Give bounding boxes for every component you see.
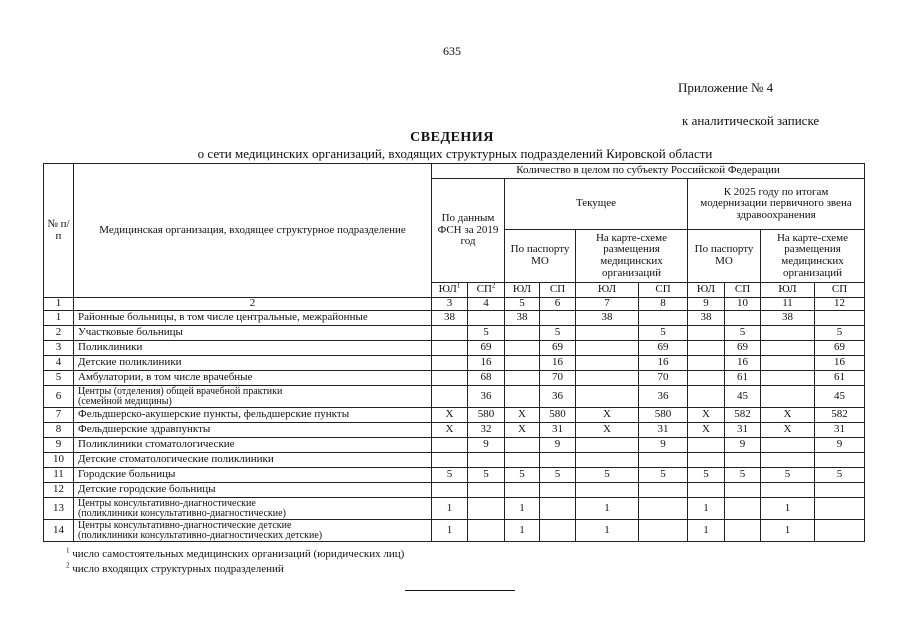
table-row — [44, 520, 865, 542]
value-cell: Х — [761, 408, 815, 423]
row-number: 10 — [44, 453, 74, 468]
value-cell: 38 — [576, 311, 639, 326]
value-cell — [468, 483, 505, 498]
value-cell: 38 — [688, 311, 725, 326]
value-cell — [815, 520, 865, 542]
value-cell — [576, 453, 639, 468]
value-cell: 61 — [815, 371, 865, 386]
value-cell — [725, 453, 761, 468]
header-sp: СП — [815, 283, 865, 298]
appendix-note: к аналитической записке — [682, 113, 820, 128]
row-number: 3 — [44, 341, 74, 356]
value-cell — [576, 483, 639, 498]
organization-name: Центры консультативно-диагностические (поликлиники консультативно-диагностические) — [74, 498, 432, 520]
value-cell: 1 — [576, 520, 639, 542]
value-cell — [540, 483, 576, 498]
value-cell — [468, 520, 505, 542]
column-number: 8 — [639, 298, 688, 311]
value-cell: 16 — [815, 356, 865, 371]
value-cell: 69 — [468, 341, 505, 356]
column-number: 4 — [468, 298, 505, 311]
organization-name: Городские больницы — [74, 468, 432, 483]
value-cell — [432, 438, 468, 453]
table-row — [44, 326, 865, 341]
value-cell — [432, 371, 468, 386]
value-cell: 69 — [725, 341, 761, 356]
value-cell: Х — [576, 423, 639, 438]
value-cell — [505, 386, 540, 408]
value-cell — [815, 453, 865, 468]
value-cell — [761, 356, 815, 371]
value-cell — [576, 326, 639, 341]
value-cell — [505, 326, 540, 341]
organization-name: Фельдшерские здравпункты — [74, 423, 432, 438]
value-cell — [761, 453, 815, 468]
organization-name: Центры консультативно-диагностические детские (поликлиники консультативно-диагностических детские) — [74, 520, 432, 542]
header-current: Текущее — [505, 179, 688, 230]
value-cell: 1 — [761, 520, 815, 542]
value-cell — [815, 311, 865, 326]
value-cell: 1 — [505, 520, 540, 542]
value-cell: 16 — [725, 356, 761, 371]
header-organization: Медицинская организация, входящее структурное подразделение — [74, 164, 432, 298]
table-row — [44, 311, 865, 326]
value-cell: 1 — [505, 498, 540, 520]
value-cell: 36 — [468, 386, 505, 408]
value-cell — [815, 498, 865, 520]
value-cell: 61 — [725, 371, 761, 386]
value-cell: 31 — [815, 423, 865, 438]
header-sp: СП — [639, 283, 688, 298]
value-cell: 38 — [432, 311, 468, 326]
value-cell — [505, 453, 540, 468]
value-cell: 45 — [815, 386, 865, 408]
value-cell — [576, 356, 639, 371]
value-cell — [725, 520, 761, 542]
header-number: № п/п — [44, 164, 74, 298]
header-group: Количество в целом по субъекту Российской Федерации — [432, 164, 865, 179]
row-number: 8 — [44, 423, 74, 438]
organization-name: Детские стоматологические поликлиники — [74, 453, 432, 468]
header-yul: ЮЛ — [761, 283, 815, 298]
table-row — [44, 468, 865, 483]
value-cell — [725, 498, 761, 520]
value-cell — [468, 453, 505, 468]
column-number: 1 — [44, 298, 74, 311]
column-number: 9 — [688, 298, 725, 311]
organization-name: Районные больницы, в том числе центральные, межрайонные — [74, 311, 432, 326]
value-cell: 5 — [761, 468, 815, 483]
row-number: 1 — [44, 311, 74, 326]
value-cell: 16 — [468, 356, 505, 371]
header-fsn: По данным ФСН за 2019 год — [432, 179, 505, 283]
value-cell: 5 — [505, 468, 540, 483]
row-number: 13 — [44, 498, 74, 520]
value-cell: 68 — [468, 371, 505, 386]
value-cell: Х — [688, 423, 725, 438]
value-cell: 5 — [725, 468, 761, 483]
value-cell — [468, 311, 505, 326]
value-cell — [639, 498, 688, 520]
value-cell — [688, 438, 725, 453]
value-cell: Х — [432, 423, 468, 438]
header-yul: ЮЛ — [688, 283, 725, 298]
header-current-passport: По паспорту МО — [505, 230, 576, 283]
value-cell — [576, 341, 639, 356]
table-row — [44, 341, 865, 356]
value-cell: 1 — [688, 498, 725, 520]
value-cell — [688, 386, 725, 408]
value-cell: Х — [761, 423, 815, 438]
value-cell — [540, 453, 576, 468]
column-number: 10 — [725, 298, 761, 311]
column-number-row — [44, 298, 865, 311]
value-cell — [639, 483, 688, 498]
table-row — [44, 453, 865, 468]
column-number: 6 — [540, 298, 576, 311]
value-cell: 38 — [505, 311, 540, 326]
header-current-map: На карте-схеме размещения медицинских организаций — [576, 230, 688, 283]
table-row — [44, 371, 865, 386]
table-row — [44, 423, 865, 438]
value-cell: 582 — [815, 408, 865, 423]
value-cell: 69 — [540, 341, 576, 356]
organization-name: Амбулатории, в том числе врачебные — [74, 371, 432, 386]
column-number: 2 — [74, 298, 432, 311]
value-cell: 38 — [761, 311, 815, 326]
value-cell: 5 — [639, 326, 688, 341]
value-cell — [576, 371, 639, 386]
organization-name: Фельдшерско-акушерские пункты, фельдшерские пункты — [74, 408, 432, 423]
header-target-map: На карте-схеме размещения медицинских организаций — [761, 230, 865, 283]
value-cell: 1 — [576, 498, 639, 520]
value-cell — [576, 438, 639, 453]
value-cell — [688, 453, 725, 468]
value-cell: 9 — [540, 438, 576, 453]
value-cell: 69 — [815, 341, 865, 356]
header-target: К 2025 году по итогам модернизации первичного звена здравоохранения — [688, 179, 865, 230]
column-number: 11 — [761, 298, 815, 311]
value-cell — [688, 371, 725, 386]
value-cell — [761, 386, 815, 408]
table-row — [44, 386, 865, 408]
value-cell: Х — [505, 423, 540, 438]
value-cell — [540, 520, 576, 542]
value-cell: 5 — [725, 326, 761, 341]
value-cell — [761, 341, 815, 356]
organization-name: Детские городские больницы — [74, 483, 432, 498]
value-cell — [540, 311, 576, 326]
value-cell: 1 — [688, 520, 725, 542]
table-row — [44, 498, 865, 520]
table-row — [44, 438, 865, 453]
row-number: 9 — [44, 438, 74, 453]
footnote-1: $^1$ число самостоятельных медицинских организаций (юридических лиц) — [66, 546, 405, 560]
value-cell: 1 — [432, 520, 468, 542]
column-number: 12 — [815, 298, 865, 311]
value-cell: 580 — [540, 408, 576, 423]
row-number: 12 — [44, 483, 74, 498]
value-cell: 1 — [432, 498, 468, 520]
value-cell: 5 — [815, 326, 865, 341]
row-number: 5 — [44, 371, 74, 386]
value-cell: Х — [505, 408, 540, 423]
row-number: 11 — [44, 468, 74, 483]
value-cell — [688, 326, 725, 341]
column-number: 7 — [576, 298, 639, 311]
value-cell — [540, 498, 576, 520]
value-cell: 9 — [815, 438, 865, 453]
value-cell — [725, 483, 761, 498]
document-subtitle: о сети медицинских организаций, входящих структурных подразделений Кировской области — [197, 146, 713, 161]
organization-name: Участковые больницы — [74, 326, 432, 341]
value-cell: 5 — [815, 468, 865, 483]
row-number: 6 — [44, 386, 74, 408]
value-cell — [688, 356, 725, 371]
value-cell — [688, 483, 725, 498]
value-cell — [432, 326, 468, 341]
value-cell — [505, 356, 540, 371]
value-cell — [468, 498, 505, 520]
appendix-label: Приложение № 4 — [678, 80, 774, 95]
value-cell — [432, 453, 468, 468]
value-cell — [688, 341, 725, 356]
value-cell — [576, 386, 639, 408]
value-cell: 31 — [639, 423, 688, 438]
header-yul-fsn: $ЮЛ^1$ — [432, 283, 468, 298]
value-cell: 5 — [540, 468, 576, 483]
column-number: 3 — [432, 298, 468, 311]
table-row — [44, 408, 865, 423]
value-cell: 32 — [468, 423, 505, 438]
end-rule — [405, 590, 515, 591]
value-cell — [725, 311, 761, 326]
value-cell: 9 — [725, 438, 761, 453]
value-cell — [761, 438, 815, 453]
value-cell: 70 — [540, 371, 576, 386]
header-sp-fsn: $СП^2$ — [468, 283, 505, 298]
row-number: 4 — [44, 356, 74, 371]
value-cell — [432, 341, 468, 356]
value-cell: 70 — [639, 371, 688, 386]
value-cell: 5 — [688, 468, 725, 483]
medical-organizations-table — [43, 163, 865, 542]
header-yul: ЮЛ — [576, 283, 639, 298]
value-cell: 5 — [639, 468, 688, 483]
document-title: СВЕДЕНИЯ — [410, 130, 494, 145]
organization-name: Поликлиники стоматологические — [74, 438, 432, 453]
value-cell: 16 — [639, 356, 688, 371]
footnote-2: $^2$ число входящих структурных подразделений — [66, 561, 284, 575]
value-cell: 582 — [725, 408, 761, 423]
row-number: 7 — [44, 408, 74, 423]
header-sp: СП — [540, 283, 576, 298]
value-cell: 5 — [576, 468, 639, 483]
value-cell: Х — [688, 408, 725, 423]
value-cell — [505, 341, 540, 356]
organization-name: Детские поликлиники — [74, 356, 432, 371]
value-cell: 580 — [639, 408, 688, 423]
value-cell — [761, 371, 815, 386]
value-cell: 69 — [639, 341, 688, 356]
row-number: 14 — [44, 520, 74, 542]
value-cell: 5 — [468, 468, 505, 483]
value-cell — [761, 326, 815, 341]
value-cell — [815, 483, 865, 498]
value-cell — [505, 371, 540, 386]
value-cell — [761, 483, 815, 498]
value-cell: Х — [576, 408, 639, 423]
table-row — [44, 356, 865, 371]
value-cell: 580 — [468, 408, 505, 423]
header-yul: ЮЛ — [505, 283, 540, 298]
value-cell: 16 — [540, 356, 576, 371]
value-cell — [639, 453, 688, 468]
value-cell — [432, 386, 468, 408]
value-cell: 45 — [725, 386, 761, 408]
value-cell — [432, 356, 468, 371]
value-cell: 9 — [468, 438, 505, 453]
organization-name: Поликлиники — [74, 341, 432, 356]
value-cell: 5 — [540, 326, 576, 341]
value-cell: 9 — [639, 438, 688, 453]
value-cell: 31 — [540, 423, 576, 438]
header-target-passport: По паспорту МО — [688, 230, 761, 283]
value-cell: Х — [432, 408, 468, 423]
value-cell — [432, 483, 468, 498]
value-cell: 31 — [725, 423, 761, 438]
value-cell — [505, 483, 540, 498]
value-cell: 1 — [761, 498, 815, 520]
page-number: 635 — [443, 44, 461, 58]
value-cell: 5 — [432, 468, 468, 483]
table-row — [44, 483, 865, 498]
value-cell — [639, 520, 688, 542]
column-number: 5 — [505, 298, 540, 311]
organization-name: Центры (отделения) общей врачебной практики (семейной медицины) — [74, 386, 432, 408]
value-cell: 5 — [468, 326, 505, 341]
value-cell: 36 — [639, 386, 688, 408]
header-sp: СП — [725, 283, 761, 298]
value-cell — [639, 311, 688, 326]
value-cell — [505, 438, 540, 453]
value-cell: 36 — [540, 386, 576, 408]
row-number: 2 — [44, 326, 74, 341]
